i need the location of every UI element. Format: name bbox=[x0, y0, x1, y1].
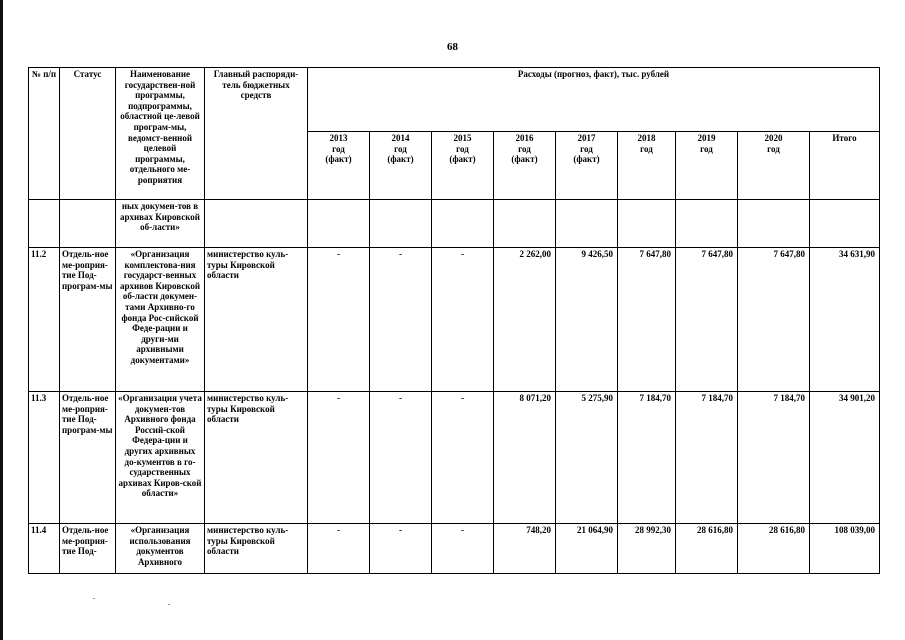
row-name: «Организация использования документов Архивного bbox=[116, 524, 205, 574]
value-2020: 7 647,80 bbox=[738, 248, 810, 392]
header-distributor: Главный распоряди-тель бюджетных средств bbox=[205, 68, 308, 200]
value-2019: 7 647,80 bbox=[676, 248, 738, 392]
value-2016: 748,20 bbox=[494, 524, 556, 574]
value-2015: - bbox=[432, 248, 494, 392]
row-distributor: министерство куль-туры Кировской области bbox=[205, 248, 308, 392]
scan-left-edge bbox=[0, 0, 3, 640]
value-2013: - bbox=[308, 248, 370, 392]
row-name: «Организация учета докумен-тов Архивного фонда Россий-ской Федера-ции и других архивных до-кументов в го-сударственных архивах Киров-ской области» bbox=[116, 392, 205, 524]
scan-speck bbox=[168, 604, 170, 605]
value-2013: - bbox=[308, 392, 370, 524]
value-total: 108 039,00 bbox=[810, 524, 880, 574]
value-2014: - bbox=[370, 392, 432, 524]
table-row bbox=[29, 392, 880, 524]
scan-speck bbox=[93, 598, 95, 599]
year-2017: 2017 год (факт) bbox=[556, 132, 618, 200]
header-total: Итого bbox=[810, 132, 880, 200]
header-row bbox=[29, 68, 880, 132]
year-2013: 2013 год (факт) bbox=[308, 132, 370, 200]
year-2014: 2014 год (факт) bbox=[370, 132, 432, 200]
row-status: Отдель-ное ме-роприя-тие Под- bbox=[60, 524, 116, 574]
table-row bbox=[29, 248, 880, 392]
value-2017: 5 275,90 bbox=[556, 392, 618, 524]
row-status: Отдель-ное ме-роприя-тие Под-програм-мы bbox=[60, 392, 116, 524]
row-num: 11.4 bbox=[29, 524, 60, 574]
value-2017: 21 064,90 bbox=[556, 524, 618, 574]
value-2020: 7 184,70 bbox=[738, 392, 810, 524]
header-num: № п/п bbox=[29, 68, 60, 200]
value-2016: 2 262,00 bbox=[494, 248, 556, 392]
header-expenses: Расходы (прогноз, факт), тыс. рублей bbox=[308, 68, 880, 132]
continuation-name: ных докумен-тов в архивах Кировской об-ласти» bbox=[116, 200, 205, 248]
value-2020: 28 616,80 bbox=[738, 524, 810, 574]
header-status: Статус bbox=[60, 68, 116, 200]
year-2015: 2015 год (факт) bbox=[432, 132, 494, 200]
year-2018: 2018 год bbox=[618, 132, 676, 200]
value-2017: 9 426,50 bbox=[556, 248, 618, 392]
value-2018: 7 647,80 bbox=[618, 248, 676, 392]
page-number: 68 bbox=[447, 41, 458, 53]
year-2019: 2019 год bbox=[676, 132, 738, 200]
table-row bbox=[29, 524, 880, 574]
budget-table bbox=[28, 67, 880, 574]
value-2013: - bbox=[308, 524, 370, 574]
row-status: Отдель-ное ме-роприя-тие Под-програм-мы bbox=[60, 248, 116, 392]
value-2014: - bbox=[370, 248, 432, 392]
row-num: 11.3 bbox=[29, 392, 60, 524]
table-row bbox=[29, 200, 880, 248]
value-2018: 7 184,70 bbox=[618, 392, 676, 524]
value-2018: 28 992,30 bbox=[618, 524, 676, 574]
value-total: 34 901,20 bbox=[810, 392, 880, 524]
row-distributor: министерство куль-туры Кировской области bbox=[205, 392, 308, 524]
value-2014: - bbox=[370, 524, 432, 574]
value-2019: 28 616,80 bbox=[676, 524, 738, 574]
header-name: Наименование государствен-ной программы, подпрограммы, областной це-левой програм-мы, ведомст-венной целевой программы, отдельного ме-роприятия bbox=[116, 68, 205, 200]
year-2020: 2020 год bbox=[738, 132, 810, 200]
value-2015: - bbox=[432, 524, 494, 574]
value-2015: - bbox=[432, 392, 494, 524]
year-2016: 2016 год (факт) bbox=[494, 132, 556, 200]
value-2016: 8 071,20 bbox=[494, 392, 556, 524]
value-2019: 7 184,70 bbox=[676, 392, 738, 524]
value-total: 34 631,90 bbox=[810, 248, 880, 392]
row-distributor: министерство куль-туры Кировской области bbox=[205, 524, 308, 574]
row-name: «Организация комплектова-ния государст-венных архивов Кировской об-ласти докумен-тами Архивно-го фонда Рос-сийской Феде-рации и други-ми архивными документами» bbox=[116, 248, 205, 392]
row-num: 11.2 bbox=[29, 248, 60, 392]
